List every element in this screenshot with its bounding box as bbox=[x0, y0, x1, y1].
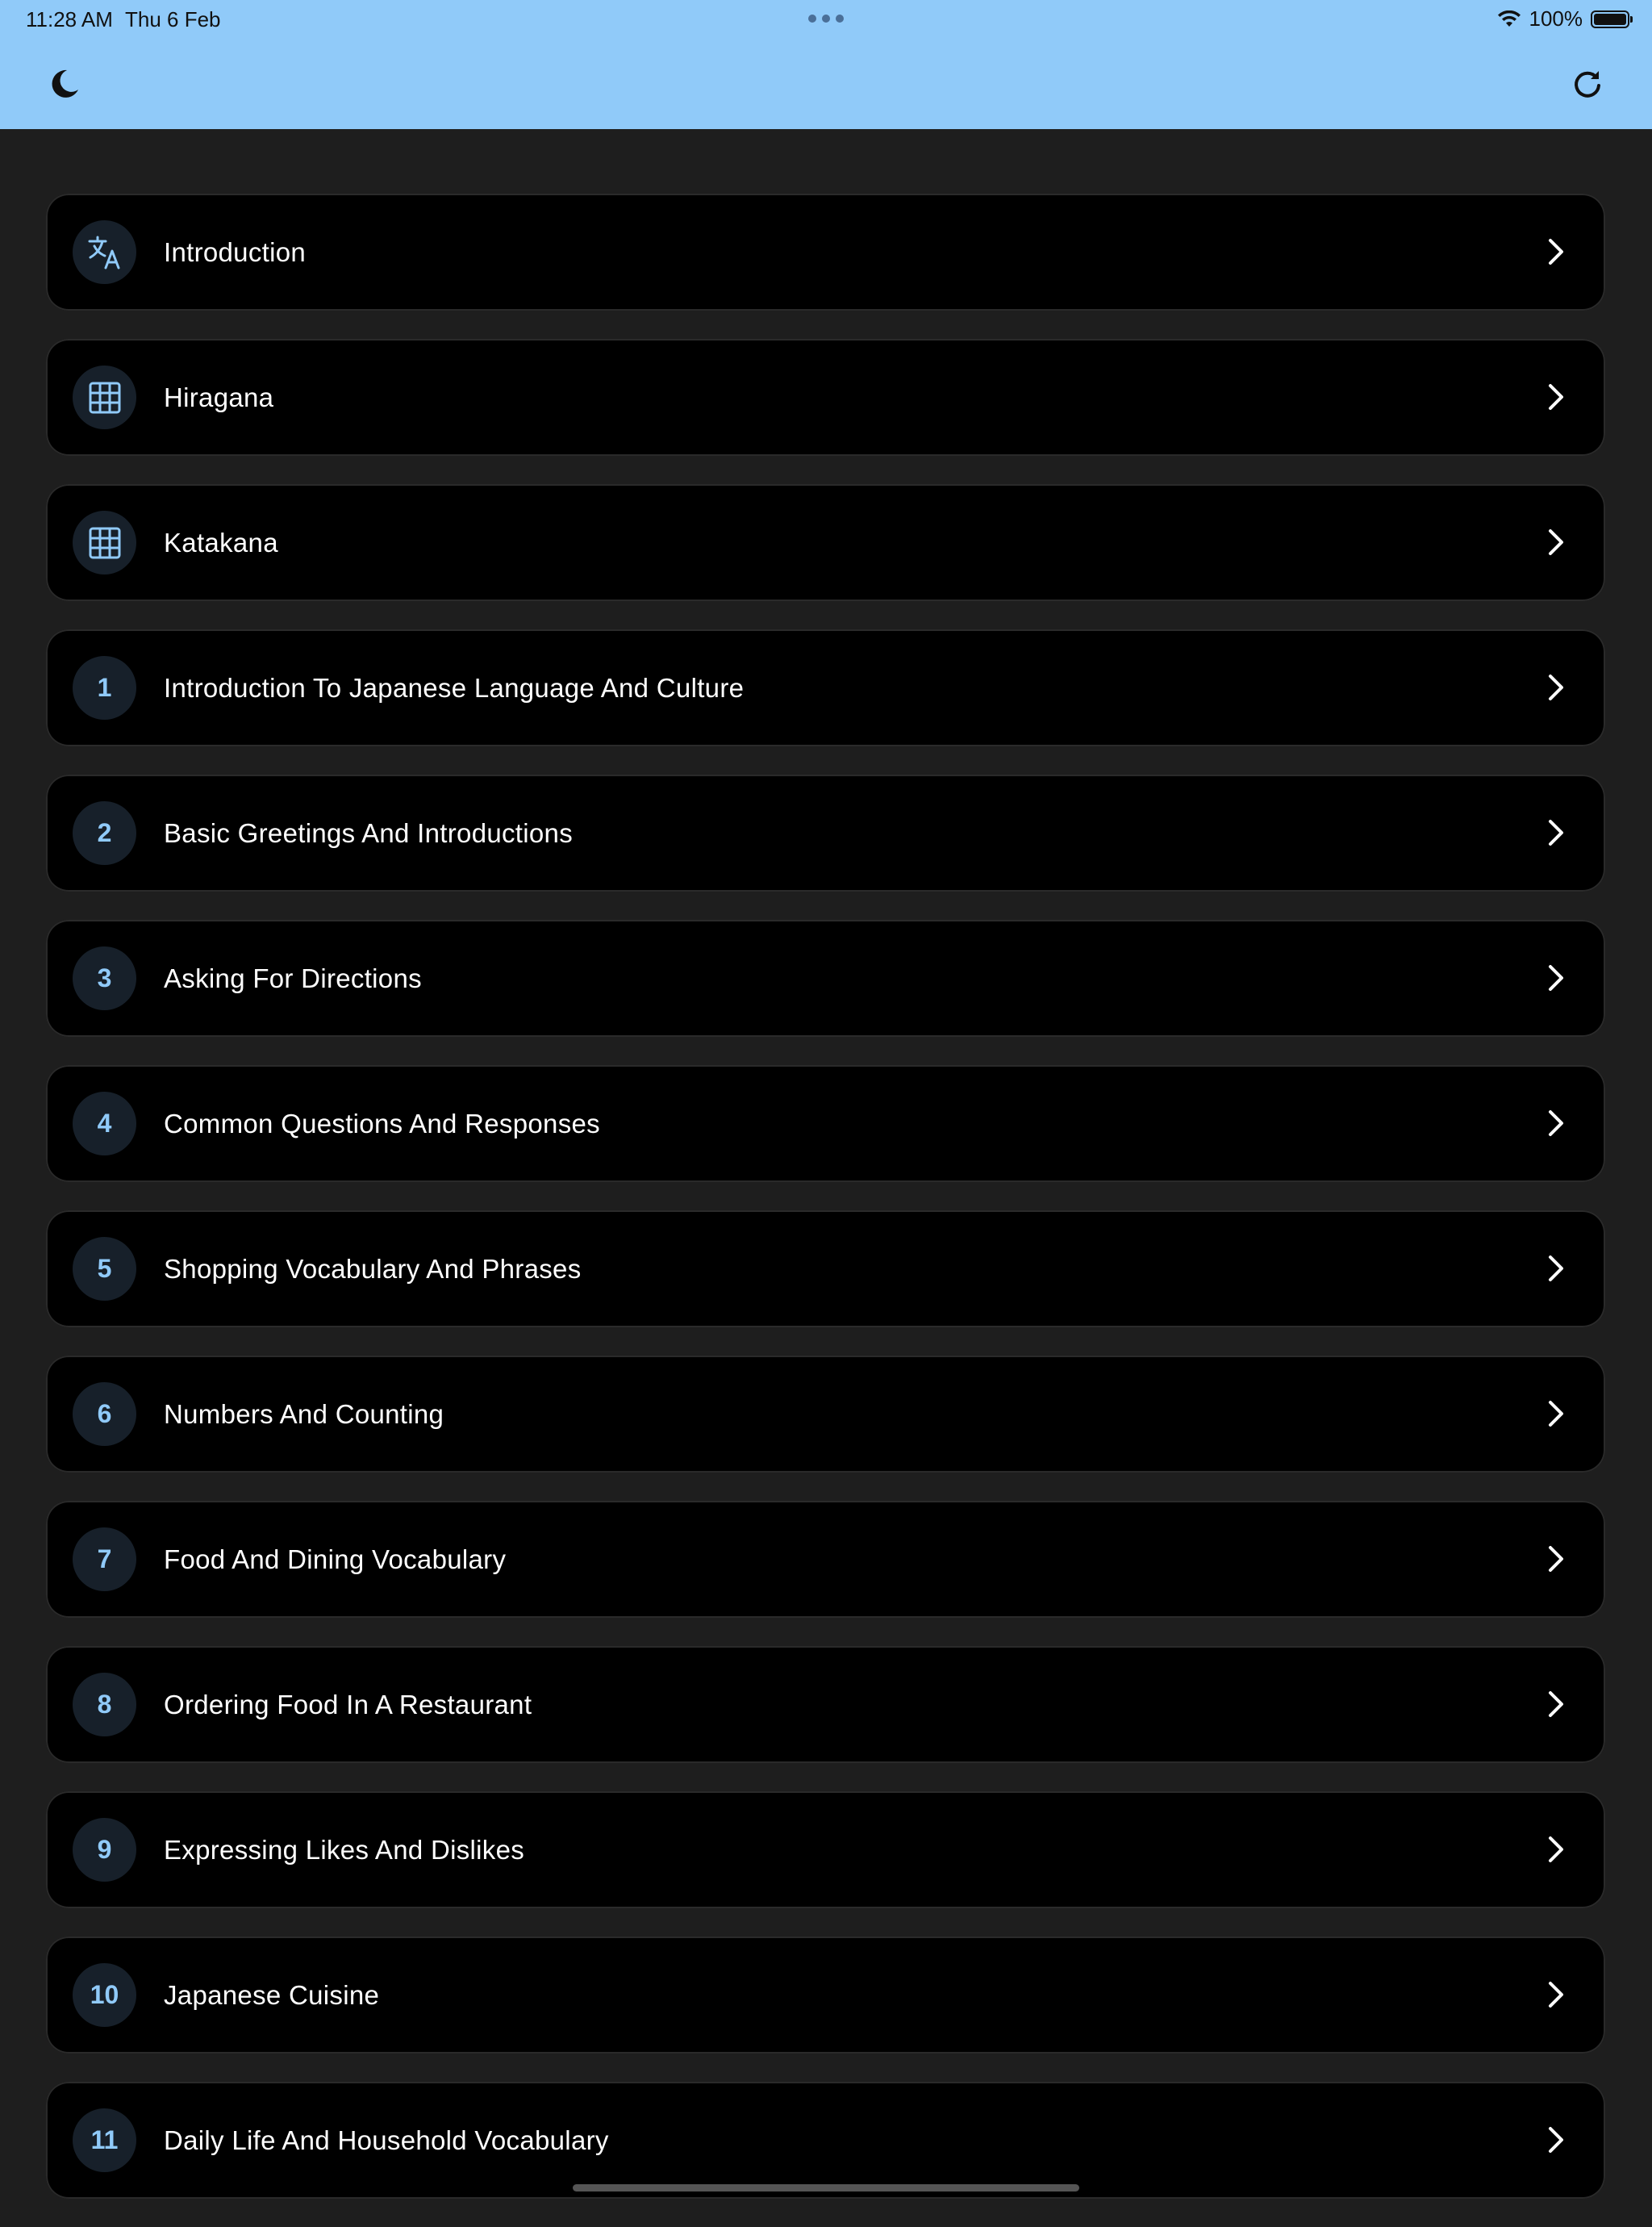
chevron-right-icon bbox=[1537, 815, 1573, 850]
lesson-card[interactable] bbox=[46, 2082, 1605, 2199]
chevron-right-icon bbox=[1537, 1686, 1573, 1722]
lesson-card[interactable] bbox=[46, 1356, 1605, 1473]
lesson-card[interactable] bbox=[46, 484, 1605, 601]
chevron-right-icon bbox=[1537, 234, 1573, 269]
lesson-title: Introduction To Japanese Language And Culture bbox=[164, 673, 745, 703]
chevron-right-icon bbox=[1537, 1977, 1573, 2012]
lesson-badge bbox=[73, 511, 136, 575]
lesson-card[interactable] bbox=[46, 194, 1605, 311]
lesson-title: Japanese Cuisine bbox=[164, 1980, 380, 2010]
translate-icon bbox=[86, 234, 123, 271]
lesson-title: Katakana bbox=[164, 528, 278, 558]
refresh-button[interactable] bbox=[1566, 63, 1608, 105]
lesson-badge: 6 bbox=[73, 1382, 136, 1446]
lesson-title: Shopping Vocabulary And Phrases bbox=[164, 1254, 582, 1284]
theme-toggle-button[interactable] bbox=[44, 63, 86, 105]
lesson-badge: 4 bbox=[73, 1092, 136, 1155]
lesson-title: Expressing Likes And Dislikes bbox=[164, 1835, 525, 1865]
lesson-card[interactable] bbox=[46, 1210, 1605, 1327]
chevron-right-icon bbox=[1537, 1832, 1573, 1867]
lesson-card[interactable] bbox=[46, 339, 1605, 456]
multitasking-dots-icon[interactable] bbox=[808, 15, 844, 23]
battery-icon bbox=[1591, 10, 1629, 28]
lesson-badge: 7 bbox=[73, 1527, 136, 1591]
status-date: Thu 6 Feb bbox=[125, 7, 221, 31]
wifi-icon bbox=[1497, 10, 1521, 28]
lesson-badge: 3 bbox=[73, 946, 136, 1010]
lesson-badge bbox=[73, 220, 136, 284]
lesson-badge: 1 bbox=[73, 656, 136, 720]
lesson-badge: 9 bbox=[73, 1818, 136, 1882]
lesson-card[interactable] bbox=[46, 1646, 1605, 1763]
lesson-title: Common Questions And Responses bbox=[164, 1109, 600, 1139]
lesson-card[interactable] bbox=[46, 1501, 1605, 1618]
lesson-badge: 8 bbox=[73, 1673, 136, 1736]
lesson-title: Numbers And Counting bbox=[164, 1399, 444, 1429]
lesson-title: Introduction bbox=[164, 237, 307, 267]
chevron-right-icon bbox=[1537, 524, 1573, 560]
lesson-card[interactable] bbox=[46, 1937, 1605, 2054]
chevron-right-icon bbox=[1537, 379, 1573, 415]
lesson-title: Food And Dining Vocabulary bbox=[164, 1544, 507, 1574]
lesson-badge: 10 bbox=[73, 1963, 136, 2027]
chevron-right-icon bbox=[1537, 1541, 1573, 1577]
battery-percent: 100% bbox=[1529, 6, 1583, 31]
lesson-badge bbox=[73, 366, 136, 429]
grid-icon bbox=[88, 526, 122, 560]
status-time: 11:28 AM bbox=[26, 7, 113, 31]
chevron-right-icon bbox=[1537, 1396, 1573, 1431]
status-indicators bbox=[1497, 6, 1630, 31]
lesson-card[interactable] bbox=[46, 775, 1605, 892]
lesson-title: Ordering Food In A Restaurant bbox=[164, 1690, 532, 1719]
lesson-title: Hiragana bbox=[164, 382, 274, 412]
chevron-right-icon bbox=[1537, 1251, 1573, 1286]
home-indicator[interactable] bbox=[573, 2184, 1079, 2191]
app-bar bbox=[0, 39, 1652, 129]
lesson-title: Daily Life And Household Vocabulary bbox=[164, 2125, 609, 2155]
chevron-right-icon bbox=[1537, 2122, 1573, 2158]
chevron-right-icon bbox=[1537, 670, 1573, 705]
status-bar bbox=[0, 0, 1652, 39]
lesson-card[interactable] bbox=[46, 629, 1605, 746]
lesson-card[interactable] bbox=[46, 1065, 1605, 1182]
lesson-card[interactable] bbox=[46, 1791, 1605, 1908]
lesson-badge: 11 bbox=[73, 2108, 136, 2172]
grid-icon bbox=[88, 381, 122, 415]
lesson-list bbox=[46, 194, 1605, 2227]
moon-icon bbox=[48, 67, 81, 101]
lesson-badge: 2 bbox=[73, 801, 136, 865]
refresh-icon bbox=[1571, 68, 1604, 100]
chevron-right-icon bbox=[1537, 1105, 1573, 1141]
chevron-right-icon bbox=[1537, 960, 1573, 996]
lesson-card[interactable] bbox=[46, 920, 1605, 1037]
lesson-title: Basic Greetings And Introductions bbox=[164, 818, 574, 848]
lesson-badge: 5 bbox=[73, 1237, 136, 1301]
lesson-title: Asking For Directions bbox=[164, 963, 422, 993]
